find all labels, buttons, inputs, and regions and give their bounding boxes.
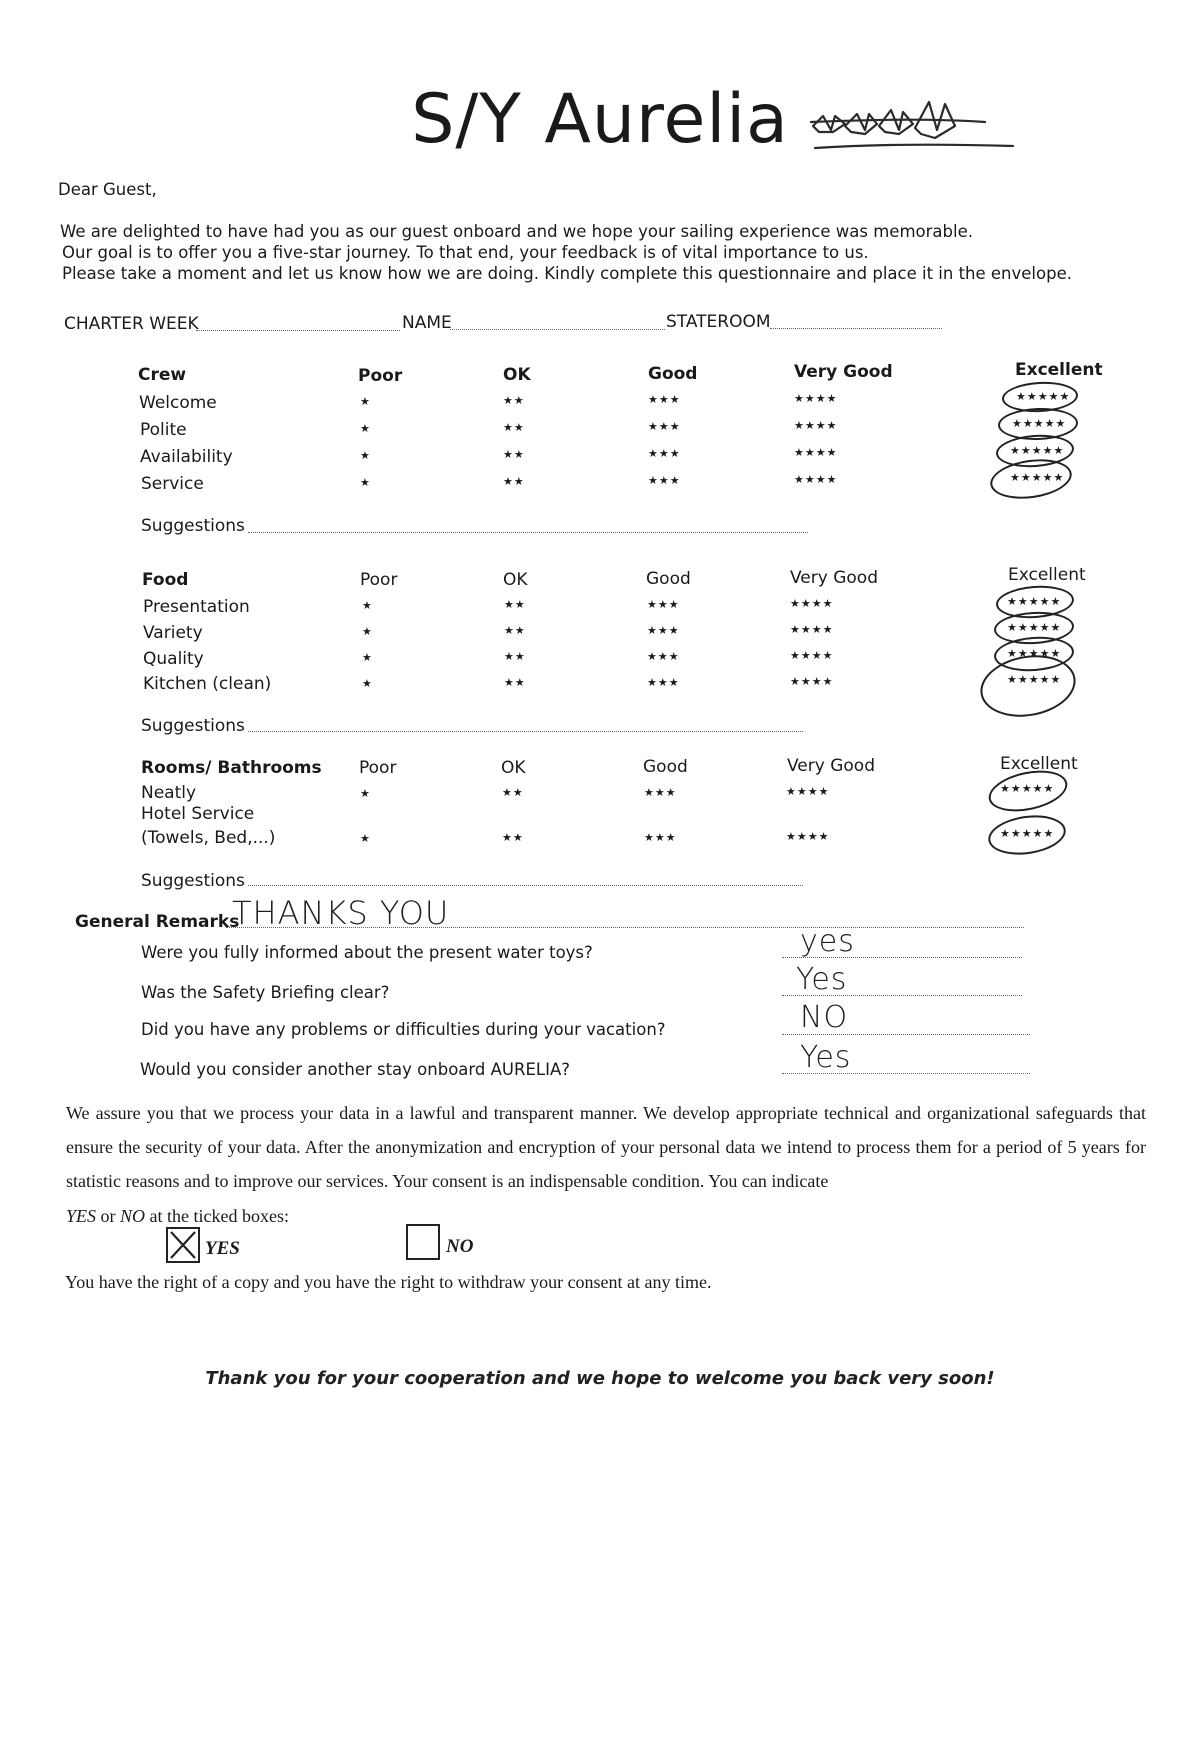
crew-item-availability: Availability [140,447,233,467]
food-quality-excellent[interactable]: ★★★★★ [1007,647,1062,660]
rooms-suggestions-label: Suggestions [141,871,245,891]
food-variety-excellent[interactable]: ★★★★★ [1007,621,1062,634]
question-safety-briefing: Was the Safety Briefing clear? [141,983,390,1002]
consent-instruction [66,1206,289,1227]
food-item-presentation: Presentation [143,597,250,617]
answer-problems[interactable]: NO [800,1000,849,1035]
rooms-hotel-service-selection-circle [986,811,1069,859]
rooms-neatly-good[interactable]: ★★★ [644,786,677,799]
crew-header-good: Good [648,364,698,384]
food-variety-ok[interactable]: ★★ [504,624,526,637]
rooms-header-excellent: Excellent [1000,754,1078,774]
crew-availability-excellent[interactable]: ★★★★★ [1010,444,1065,457]
rooms-neatly-ok[interactable]: ★★ [502,786,524,799]
food-suggestions-label: Suggestions [141,716,245,736]
consent-no-checkbox[interactable] [406,1224,440,1260]
crew-service-ok[interactable]: ★★ [503,475,525,488]
stateroom-label: STATEROOM [666,312,771,332]
answer-safety-briefing[interactable]: Yes [796,962,848,997]
food-header-excellent: Excellent [1008,565,1086,585]
food-presentation-poor[interactable]: ★ [362,599,373,612]
question-another-stay: Would you consider another stay onboard AURELIA? [140,1060,570,1079]
consent-text: We assure you that we process your data in a lawful and transparent manner. We develop appropriate technical and organizational safeguards that ensure the security of your data. After the anonymization and encryption of your personal data we intend to process them for a period of 5 years for statistic reasons and to improve our services. Your consent is an indispensable condition. You can indicate [66,1103,1146,1191]
rooms-item-towels-bed: (Towels, Bed,...) [141,828,276,848]
crew-welcome-excellent[interactable]: ★★★★★ [1016,390,1071,403]
rooms-header-very-good: Very Good [787,756,875,776]
intro-line-2: Our goal is to offer you a five-star journey. To that end, your feedback is of vital importance to us. [62,243,869,262]
crew-header-excellent: Excellent [1015,360,1103,380]
food-quality-ok[interactable]: ★★ [504,650,526,663]
food-kitchen-poor[interactable]: ★ [362,677,373,690]
answer-water-toys[interactable]: yes [800,924,855,959]
crew-polite-good[interactable]: ★★★ [648,420,681,433]
crew-header-ok: OK [503,365,531,385]
food-variety-good[interactable]: ★★★ [647,624,680,637]
food-presentation-excellent[interactable]: ★★★★★ [1007,595,1062,608]
crew-item-polite: Polite [140,420,187,440]
food-presentation-good[interactable]: ★★★ [647,598,680,611]
rooms-item-neatly: Neatly [141,783,197,803]
crew-polite-excellent[interactable]: ★★★★★ [1012,417,1067,430]
food-header-poor: Poor [360,570,398,590]
rooms-hotel-service-excellent[interactable]: ★★★★★ [1000,827,1055,840]
answer-water-toys-line [782,957,1022,958]
name-label: NAME [402,313,452,333]
rooms-neatly-very-good[interactable]: ★★★★ [786,785,830,798]
food-item-quality: Quality [143,649,204,669]
food-kitchen-ok[interactable]: ★★ [504,676,526,689]
crew-availability-good[interactable]: ★★★ [648,447,681,460]
crew-item-service: Service [141,474,204,494]
food-presentation-ok[interactable]: ★★ [504,598,526,611]
rooms-neatly-excellent[interactable]: ★★★★★ [1000,782,1055,795]
food-item-kitchen-clean: Kitchen (clean) [143,674,272,694]
food-presentation-very-good[interactable]: ★★★★ [790,597,834,610]
rooms-item-hotel-service: Hotel Service [141,804,255,824]
answer-problems-line [782,1034,1030,1035]
rooms-header-poor: Poor [359,758,397,778]
crew-availability-poor[interactable]: ★ [360,449,371,462]
food-quality-good[interactable]: ★★★ [647,650,680,663]
question-water-toys: Were you fully informed about the present water toys? [141,943,593,962]
crew-welcome-poor[interactable]: ★ [360,395,371,408]
crew-availability-ok[interactable]: ★★ [503,448,525,461]
handwritten-stars-mark [805,92,1025,162]
food-kitchen-good[interactable]: ★★★ [647,676,680,689]
consent-instruction-yes: YES [66,1206,97,1226]
rooms-header-good: Good [643,757,688,777]
crew-suggestions-field[interactable] [248,532,808,533]
rooms-hotel-service-ok[interactable]: ★★ [502,831,524,844]
closing-text: Thank you for your cooperation and we hope to welcome you back very soon! [205,1368,995,1389]
food-quality-poor[interactable]: ★ [362,651,373,664]
crew-polite-ok[interactable]: ★★ [503,421,525,434]
food-variety-very-good[interactable]: ★★★★ [790,623,834,636]
food-item-variety: Variety [143,623,203,643]
crew-service-good[interactable]: ★★★ [648,474,681,487]
crew-service-excellent[interactable]: ★★★★★ [1010,471,1065,484]
answer-safety-briefing-line [782,995,1022,996]
food-suggestions-field[interactable] [248,731,803,732]
crew-service-very-good[interactable]: ★★★★ [794,473,838,486]
consent-instruction-no: NO [120,1206,146,1226]
food-header-very-good: Very Good [790,568,878,588]
general-remarks-field[interactable] [226,927,1024,928]
consent-no-label: NO [446,1236,474,1257]
withdraw-text: You have the right of a copy and you have the right to withdraw your consent at any time. [65,1272,712,1292]
rooms-suggestions-field[interactable] [248,885,803,886]
charter-week-field[interactable] [196,330,400,331]
crew-polite-very-good[interactable]: ★★★★ [794,419,838,432]
crew-header-very-good: Very Good [794,362,893,382]
intro-line-3: Please take a moment and let us know how we are doing. Kindly complete this questionnaire and place it in the envelope. [62,264,1072,283]
crew-welcome-ok[interactable]: ★★ [503,394,525,407]
consent-instruction-or: or [100,1206,116,1226]
food-quality-very-good[interactable]: ★★★★ [790,649,834,662]
crew-header-poor: Poor [358,366,403,386]
rooms-heading: Rooms/ Bathrooms [141,758,322,778]
rooms-neatly-poor[interactable]: ★ [360,787,371,800]
answer-another-stay[interactable]: Yes [800,1040,852,1075]
question-problems: Did you have any problems or difficulties during your vacation? [141,1020,666,1039]
answer-another-stay-line [782,1073,1030,1074]
rooms-hotel-service-very-good[interactable]: ★★★★ [786,830,830,843]
consent-yes-label: YES [205,1238,240,1259]
stateroom-field[interactable] [770,328,942,329]
general-remarks-answer[interactable]: THANKS YOU [232,894,450,932]
checkbox-x-mark-icon [168,1229,198,1261]
food-header-ok: OK [503,570,528,590]
crew-suggestions-label: Suggestions [141,516,245,536]
rooms-hotel-service-good[interactable]: ★★★ [644,831,677,844]
food-kitchen-very-good[interactable]: ★★★★ [790,675,834,688]
consent-yes-checkbox[interactable] [166,1227,200,1263]
crew-welcome-good[interactable]: ★★★ [648,393,681,406]
page-title: S/Y Aurelia [411,80,789,159]
general-remarks-label: General Remarks [75,912,240,932]
rooms-header-ok: OK [501,758,526,778]
crew-availability-very-good[interactable]: ★★★★ [794,446,838,459]
intro-line-1: We are delighted to have had you as our guest onboard and we hope your sailing experience was memorable. [60,222,973,241]
food-heading: Food [142,570,189,590]
consent-paragraph [66,1096,1146,1198]
crew-service-poor[interactable]: ★ [360,476,371,489]
greeting: Dear Guest, [58,180,157,199]
crew-polite-poor[interactable]: ★ [360,422,371,435]
crew-item-welcome: Welcome [139,393,217,413]
food-variety-poor[interactable]: ★ [362,625,373,638]
food-header-good: Good [646,569,691,589]
food-kitchen-excellent[interactable]: ★★★★★ [1007,673,1062,686]
crew-service-selection-circle [988,454,1074,503]
rooms-hotel-service-poor[interactable]: ★ [360,832,371,845]
crew-welcome-very-good[interactable]: ★★★★ [794,392,838,405]
name-field[interactable] [450,329,665,330]
charter-week-label: CHARTER WEEK [64,314,199,334]
consent-instruction-rest: at the ticked boxes: [149,1206,289,1226]
crew-heading: Crew [138,365,187,385]
